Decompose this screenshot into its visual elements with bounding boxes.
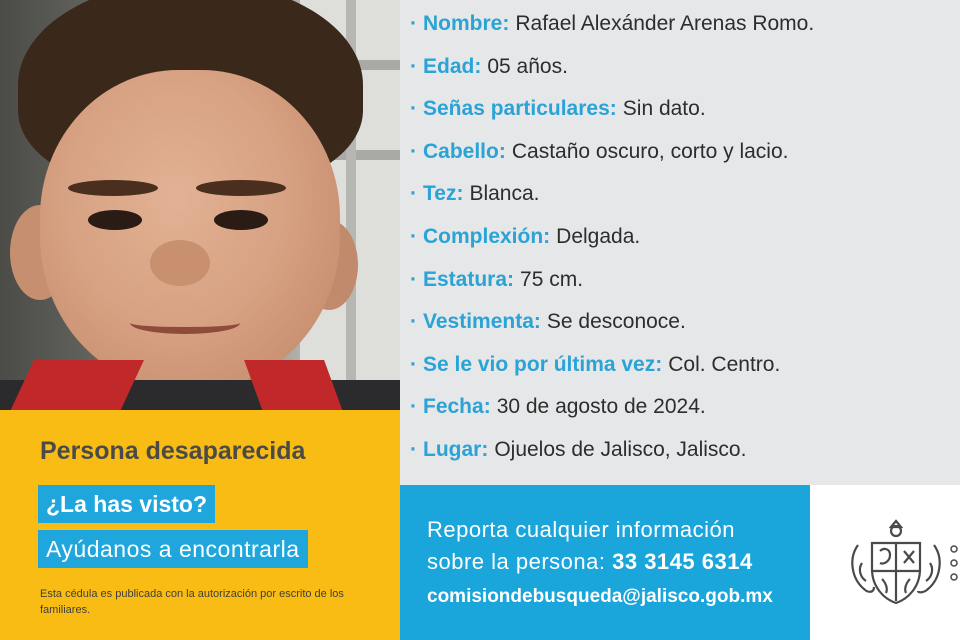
contact-line-1: Reporta cualquier información (427, 517, 735, 542)
detail-label: Cabello: (423, 139, 506, 163)
missing-person-banner (0, 410, 400, 640)
detail-label: Lugar: (423, 437, 489, 461)
detail-value: 05 años. (487, 54, 568, 78)
detail-date (410, 395, 814, 438)
detail-label: Nombre: (423, 12, 510, 35)
detail-value: Delgada. (556, 224, 641, 248)
detail-value: 30 de agosto de 2024. (496, 395, 706, 419)
bullet-icon: · (410, 97, 417, 121)
detail-place (410, 438, 814, 481)
face (40, 70, 340, 390)
seal-text-edge (950, 543, 958, 583)
jalisco-coat-of-arms-icon (848, 515, 944, 611)
contact-phone: 33 3145 6314 (612, 549, 753, 574)
detail-label: Estatura: (423, 267, 515, 291)
detail-value: Sin dato. (622, 97, 706, 121)
detail-complexion-skin (410, 182, 814, 225)
detail-value: Castaño oscuro, corto y lacio. (511, 139, 789, 163)
detail-value: Blanca. (469, 182, 540, 206)
detail-value: Rafael Alexánder Arenas Romo. (515, 12, 815, 35)
detail-value: Se desconoce. (546, 310, 686, 334)
detail-label: Fecha: (423, 395, 491, 419)
bullet-icon: · (410, 224, 417, 248)
person-details-panel (400, 0, 960, 485)
detail-label: Se le vio por última vez: (423, 352, 663, 376)
seal-panel (810, 485, 960, 640)
detail-build (410, 225, 814, 268)
bullet-icon: · (410, 12, 417, 35)
detail-clothing (410, 310, 814, 353)
details-list (410, 12, 814, 481)
eyebrow-left (68, 180, 158, 196)
contact-line-2 (427, 549, 753, 575)
detail-height (410, 268, 814, 311)
detail-marks (410, 97, 814, 140)
detail-label: Edad: (423, 54, 482, 78)
detail-name (410, 12, 814, 55)
help-us-find-her-box: Ayúdanos a encontrarla (38, 530, 308, 568)
missing-person-photo (0, 0, 400, 410)
contact-email: comisiondebusqueda@jalisco.gob.mx (427, 586, 773, 607)
detail-value: Ojuelos de Jalisco, Jalisco. (494, 437, 747, 461)
bullet-icon: · (410, 54, 417, 78)
banner-heading: Persona desaparecida (40, 437, 306, 465)
detail-value: Col. Centro. (668, 352, 781, 376)
detail-label: Tez: (423, 182, 464, 206)
have-you-seen-her-box: ¿La has visto? (38, 485, 215, 523)
bullet-icon: · (410, 139, 417, 163)
bullet-icon: · (410, 310, 417, 334)
contact-panel (400, 485, 810, 640)
bullet-icon: · (410, 182, 417, 206)
detail-label: Complexión: (423, 224, 551, 248)
detail-hair (410, 140, 814, 183)
publication-note: Esta cédula es publicada con la autorización por escrito de los familiares. (40, 588, 344, 616)
eye-left (88, 210, 142, 230)
detail-last-seen (410, 353, 814, 396)
detail-value: 75 cm. (520, 267, 584, 291)
smile (130, 312, 240, 334)
bullet-icon: · (410, 267, 417, 291)
contact-line-2-prefix: sobre la persona: (427, 549, 613, 574)
bullet-icon: · (410, 395, 417, 419)
bullet-icon: · (410, 437, 417, 461)
detail-label: Señas particulares: (423, 97, 617, 121)
eyebrow-right (196, 180, 286, 196)
eye-right (214, 210, 268, 230)
red-collar-left (6, 360, 144, 410)
bullet-icon: · (410, 352, 417, 376)
detail-label: Vestimenta: (423, 310, 541, 334)
nose (150, 240, 210, 286)
detail-age (410, 55, 814, 98)
